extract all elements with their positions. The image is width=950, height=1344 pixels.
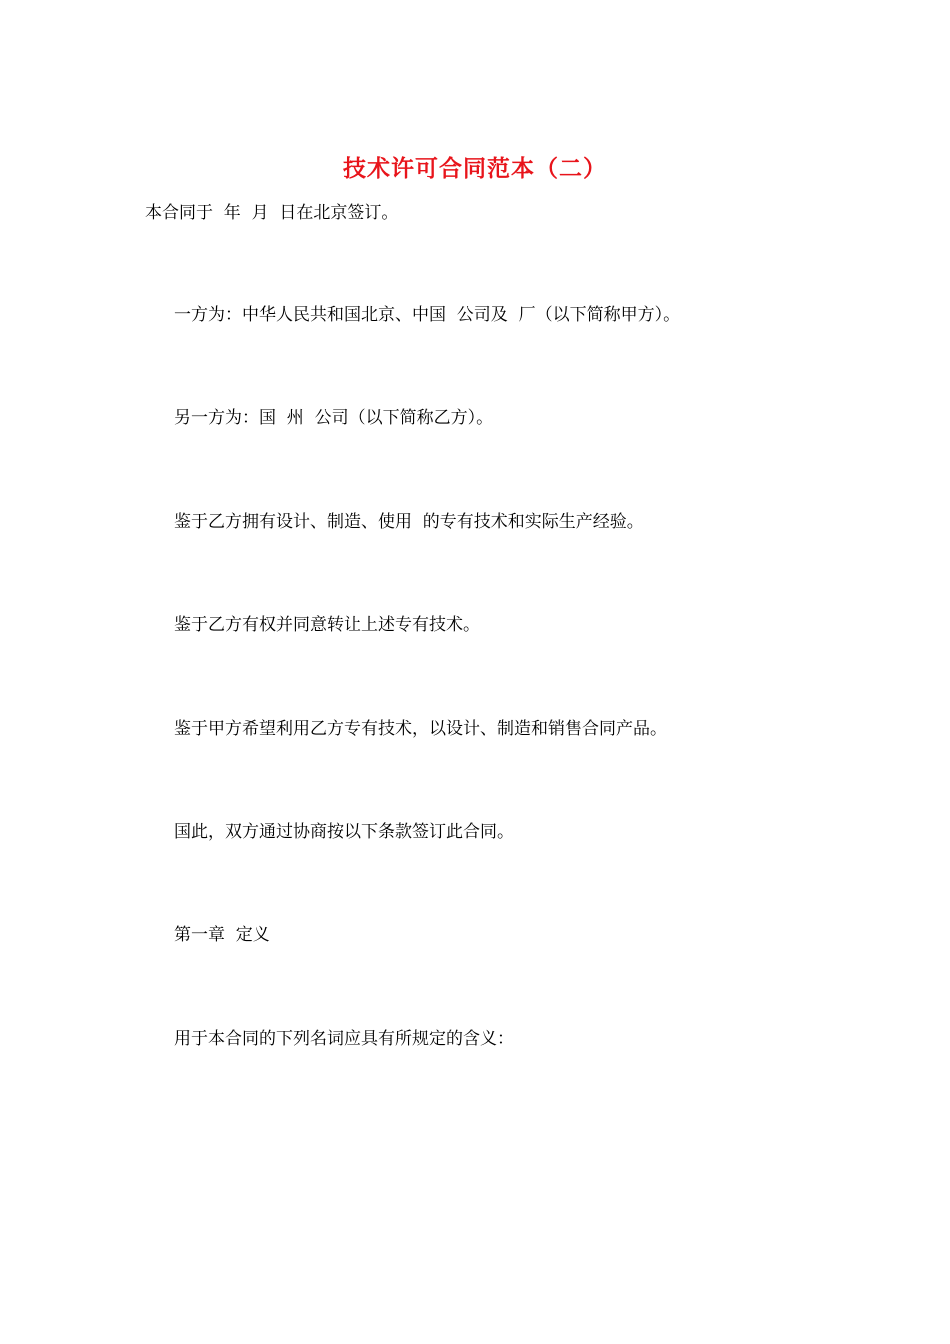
recital-technology-paragraph: 鉴于乙方拥有设计、制造、使用 的专有技术和实际生产经验。 [174,512,644,532]
definitions-intro-paragraph: 用于本合同的下列名词应具有所规定的含义： [174,1029,514,1049]
recital-purpose-paragraph: 鉴于甲方希望利用乙方专有技术，以设计、制造和销售合同产品。 [174,719,667,739]
party-a-paragraph: 一方为：中华人民共和国北京、中国 公司及 厂（以下简称甲方）。 [174,305,681,325]
recital-transfer-paragraph: 鉴于乙方有权并同意转让上述专有技术。 [174,615,480,635]
party-b-paragraph: 另一方为：国 州 公司（以下简称乙方）。 [174,408,494,428]
agreement-paragraph: 国此，双方通过协商按以下条款签订此合同。 [174,822,514,842]
chapter-heading: 第一章 定义 [174,925,270,945]
signing-date-paragraph: 本合同于 年 月 日在北京签订。 [145,203,399,223]
document-title: 技术许可合同范本（二） [343,155,607,182]
